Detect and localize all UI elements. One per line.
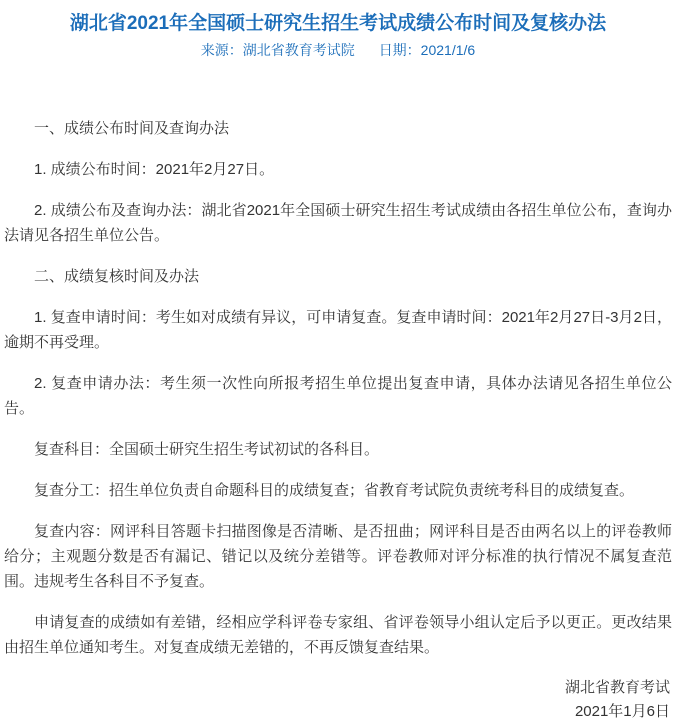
- paragraph-release-time: 1. 成绩公布时间：2021年2月27日。: [34, 161, 275, 178]
- article-meta: [0, 40, 676, 60]
- paragraph-review-apply-time: 1. 复查申请时间：考生如对成绩有异议，可申请复查。复查申请时间：2021年2月27日-3月2日，逾期不再受理。: [4, 309, 672, 351]
- publish-date-label: 日期：2021/1/6: [378, 42, 476, 58]
- paragraph-review-division: 复查分工：招生单位负责自命题科目的成绩复查；省教育考试院负责统考科目的成绩复查。: [34, 482, 635, 499]
- article-signature: [0, 676, 676, 724]
- paragraph-review-result-handling: 申请复查的成绩如有差错，经相应学科评卷专家组、省评卷领导小组认定后予以更正。更改结果由招生单位通知考生。对复查成绩无差错的，不再反馈复查结果。: [4, 614, 672, 656]
- source-label: 来源：湖北省教育考试院: [200, 42, 355, 58]
- paragraph-review-content: 复查内容：网评科目答题卡扫描图像是否清晰、是否扭曲；网评科目是否由两名以上的评卷教师给分；主观题分数是否有漏记、错记以及统分差错等。评卷教师对评分标准的执行情况不属复查范围。违规考生各科目不予复查。: [4, 523, 672, 590]
- paragraph-review-apply-method: 2. 复查申请办法：考生须一次性向所报考招生单位提出复查申请，具体办法请见各招生单位公告。: [4, 375, 672, 417]
- article-body: [0, 116, 676, 660]
- signature-date: 2021年1月6日: [574, 703, 670, 720]
- signature-org: 湖北省教育考试: [564, 679, 670, 696]
- page-title: 湖北省2021年全国硕士研究生招生考试成绩公布时间及复核办法: [69, 13, 607, 34]
- article-header: [0, 12, 676, 60]
- section-heading-score-release: 一、成绩公布时间及查询办法: [34, 120, 230, 137]
- paragraph-review-subjects: 复查科目：全国硕士研究生招生考试初试的各科目。: [34, 441, 380, 458]
- paragraph-release-method: 2. 成绩公布及查询办法：湖北省2021年全国硕士研究生招生考试成绩由各招生单位公布，查询办法请见各招生单位公告。: [4, 202, 672, 244]
- section-heading-score-review: 二、成绩复核时间及办法: [34, 268, 200, 285]
